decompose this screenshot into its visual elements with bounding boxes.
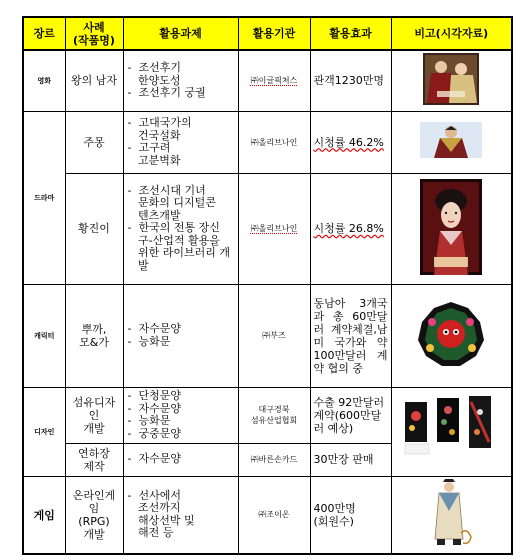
table-row — [23, 476, 512, 554]
genre-cell: 디자인 — [23, 387, 65, 476]
task-item: - 선사에서 — [127, 488, 181, 502]
task-item: - 조선후기 — [127, 61, 181, 74]
task-cell — [123, 173, 238, 284]
effect-cell: 30만장 판매 — [310, 443, 391, 476]
case-cell: 온라인게 임 (RPG) 개발 — [65, 476, 123, 554]
task-item: 구-산업적 활용을 — [127, 233, 220, 247]
org-cell: ㈜부즈 — [238, 284, 310, 387]
org-cell — [238, 173, 310, 284]
org-cell: ㈜올리브나인 — [238, 111, 310, 173]
task-cell — [123, 443, 238, 476]
effect-cell — [310, 173, 391, 284]
table-row — [23, 111, 512, 173]
case-cell: 왕의 남자 — [65, 50, 123, 111]
ref-cell — [391, 476, 512, 554]
org-cell: ㈜조이온 — [238, 476, 310, 554]
task-cell — [123, 50, 238, 111]
movie-poster-image — [423, 53, 479, 105]
content-usage-table — [22, 16, 513, 555]
drama-jumong-image — [420, 122, 482, 158]
task-item: 위한 라이브러리 개 — [127, 246, 230, 260]
case-cell: 섬유디자 인 개발 — [65, 387, 123, 443]
ref-cell — [391, 50, 512, 111]
header-effect: 활용효과 — [310, 17, 391, 50]
case-cell: 황진이 — [65, 173, 123, 284]
case-cell: 연하장 제작 — [65, 443, 123, 476]
task-cell — [123, 284, 238, 387]
header-case: 사례 (작품명) — [65, 17, 123, 50]
table-wrapper — [22, 16, 513, 555]
header-row — [23, 17, 512, 50]
effect-text: 시청률 46.2% — [313, 135, 384, 149]
genre-cell: 캐릭터 — [23, 284, 65, 387]
task-item: 해전 등 — [127, 526, 174, 540]
task-item: - 능화문 — [127, 414, 171, 427]
design-textile-images — [399, 392, 503, 468]
character-pattern-image — [410, 300, 492, 368]
genre-cell: 게임 — [23, 476, 65, 554]
task-item: - 단청문양 — [127, 389, 181, 402]
case-cell: 주몽 — [65, 111, 123, 173]
genre-cell: 드라마 — [23, 111, 65, 284]
effect-cell — [310, 111, 391, 173]
task-item: - 능화문 — [127, 334, 171, 348]
task-item: 발 — [127, 258, 149, 272]
task-item: 조선까지 — [127, 501, 181, 515]
header-task: 활용과제 — [123, 17, 238, 50]
task-item: 텐츠개발 — [127, 208, 181, 222]
task-item: 고분벽화 — [127, 153, 181, 167]
ref-cell — [391, 173, 512, 284]
game-character-image — [423, 477, 479, 549]
ref-cell — [391, 111, 512, 173]
task-item: - 조선후기 궁궐 — [127, 86, 206, 99]
effect-cell: 수출 92만달러 계약(600만달 러 예상) — [310, 387, 391, 443]
task-item: 건국설화 — [127, 128, 181, 142]
case-cell: 뿌까, 모&가 — [65, 284, 123, 387]
task-item: - 고구려 — [127, 141, 171, 154]
task-item: 문화의 디지털콘 — [127, 196, 216, 210]
org-cell: ㈜바른손카드 — [238, 443, 310, 476]
task-cell — [123, 111, 238, 173]
org-cell: 대구경북 섬유산업협회 — [238, 387, 310, 443]
task-item: - 자수문양 — [127, 401, 181, 415]
task-item: 해상선박 및 — [127, 513, 195, 527]
table-row — [23, 173, 512, 284]
effect-text: 시청률 26.8% — [313, 222, 384, 235]
task-cell — [123, 387, 238, 443]
org-cell — [238, 50, 310, 111]
header-genre: 장르 — [23, 17, 65, 50]
task-item: - 고대국가의 — [127, 116, 192, 129]
task-cell — [123, 476, 238, 554]
table-row — [23, 50, 512, 111]
drama-hwangjini-poster-image — [420, 179, 482, 275]
task-item: - 자수문양 — [127, 452, 181, 466]
genre-cell: 영화 — [23, 50, 65, 111]
table-row — [23, 284, 512, 387]
task-item: - 궁중문양 — [127, 426, 181, 440]
task-item: - 조선시대 기녀 — [127, 183, 206, 197]
header-org: 활용기관 — [238, 17, 310, 50]
header-ref: 비고(시각자료) — [391, 17, 512, 50]
task-item: 한양도성 — [127, 73, 181, 87]
ref-cell — [391, 284, 512, 387]
task-item: - 자수문양 — [127, 322, 181, 335]
ref-cell — [391, 387, 512, 476]
table-row — [23, 387, 512, 443]
effect-cell: 400만명 (회원수) — [310, 476, 391, 554]
task-item: - 한국의 전통 장신 — [127, 221, 220, 235]
effect-cell: 관객1230만명 — [310, 50, 391, 111]
org-text: ㈜올리브나인 — [250, 224, 298, 233]
org-text: ㈜이글픽쳐스 — [250, 76, 298, 86]
effect-cell: 동남아 3개국과 총 60만달러 계약체결,남미 국가와 약 100만달러 계약 협의 중 — [310, 284, 391, 387]
